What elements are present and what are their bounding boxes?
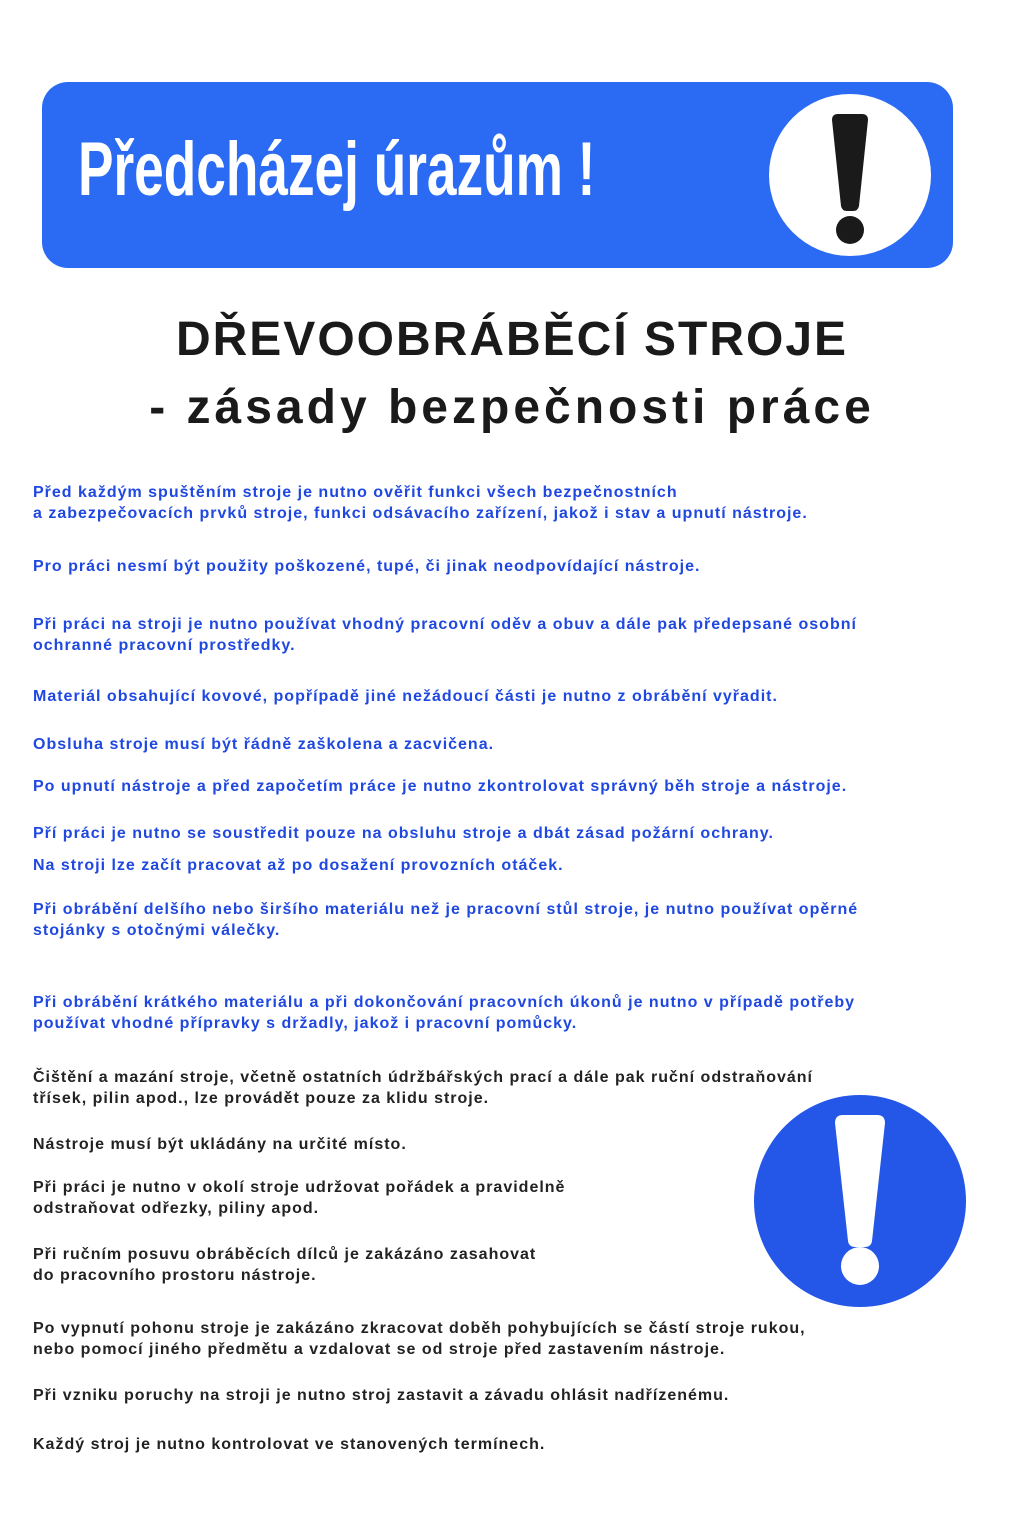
rule-item: Čištění a mazání stroje, včetně ostatních údržbářských prací a dále pak ruční odstraňování třísek, pilin apod., lze provádět pouze za klidu stroje.: [33, 1069, 813, 1107]
main-title: DŘEVOOBRÁBĚCÍ STROJE: [175, 313, 849, 366]
banner-title: Předcházej úrazům !: [78, 127, 596, 212]
rule-item: Při práci je nutno v okolí stroje udržovat pořádek a pravidelně odstraňovat odřezky, piliny apod.: [33, 1179, 566, 1217]
rule-item: Materiál obsahující kovové, popřípadě jiné nežádoucí části je nutno z obrábění vyřadit.: [33, 688, 778, 705]
rule-item: Před každým spuštěním stroje je nutno ověřit funkci všech bezpečnostních a zabezpečovacích prvků stroje, funkci odsávacího zařízení, jakož i stav a upnutí nástroje.: [33, 484, 808, 522]
rule-item: Při obrábění krátkého materiálu a při dokončování pracovních úkonů je nutno v případě potřeby používat vhodné přípravky s držadly, jakož i pracovní pomůcky.: [33, 994, 856, 1032]
warning-banner: [42, 82, 953, 268]
rule-item: Po vypnutí pohonu stroje je zakázáno zkracovat doběh pohybujících se částí stroje rukou, nebo pomocí jiného předmětu a vzdalovat se od stroje před zastavením nástroje.: [33, 1320, 806, 1358]
rule-item: Při ručním posuvu obráběcích dílců je zakázáno zasahovat do pracovního prostoru nástroje.: [33, 1246, 537, 1284]
rule-item: Pří práci je nutno se soustředit pouze na obsluhu stroje a dbát zásad požární ochrany.: [33, 825, 774, 842]
rule-item: Na stroji lze začít pracovat až po dosažení provozních otáček.: [33, 857, 564, 874]
rule-item: Nástroje musí být ukládány na určité místo.: [33, 1136, 407, 1153]
rule-item: Při vzniku poruchy na stroji je nutno stroj zastavit a závadu ohlásit nadřízenému.: [33, 1387, 730, 1404]
rule-item: Pro práci nesmí být použity poškozené, tupé, či jinak neodpovídající nástroje.: [33, 558, 701, 575]
rule-item: Při práci na stroji je nutno používat vhodný pracovní oděv a obuv a dále pak předepsané osobní ochranné pracovní prostředky.: [33, 616, 857, 654]
rule-item: Každý stroj je nutno kontrolovat ve stanovených termínech.: [33, 1436, 546, 1453]
rule-item: Po upnutí nástroje a před započetím práce je nutno zkontrolovat správný běh stroje a nástroje.: [33, 778, 848, 795]
exclamation-icon: [769, 94, 931, 256]
rule-item: Obsluha stroje musí být řádně zaškolena a zacvičena.: [33, 736, 495, 753]
mandatory-exclamation-icon: [754, 1095, 966, 1307]
rule-item: Při obrábění delšího nebo širšího materiálu než je pracovní stůl stroje, je nutno používat opěrné stojánky s otočnými válečky.: [33, 901, 859, 939]
subtitle: - zásady bezpečnosti práce: [149, 381, 875, 434]
